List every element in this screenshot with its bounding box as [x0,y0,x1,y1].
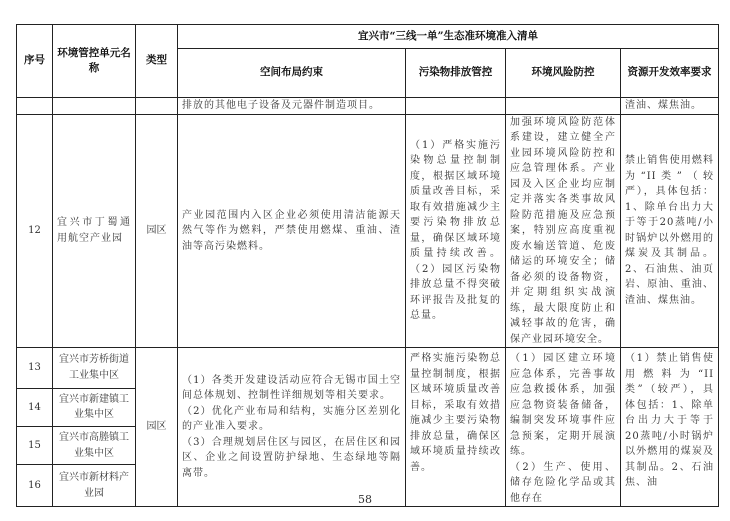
cell-risk [506,348,621,507]
table-row-13 [17,348,719,389]
cell-name: 宜兴市丁蜀通用航空产业园 [53,114,136,348]
cell-spatial: 产业园范围内入区企业必须使用清洁能源天然气等作为燃料，严禁使用燃煤、重油、渣油等高污染燃料。 [178,114,406,348]
cell-resource: 禁止销售使用燃料为“II类”（较严），具体包括：1、除单台出力大于等于20蒸吨/小时锅炉以外燃用的煤炭及其制品。2、石油焦、油页岩、原油、重油、渣油、煤焦油。 [621,114,719,348]
spatial-item-1: （1）各类开发建设活动应符合无锡市国土空间总体规划、控制性详细规划等相关要求。 [182,374,401,402]
cell-no: 13 [17,348,53,389]
continuation-row [17,98,719,115]
super-header: 宜兴市“三线一单”生态准环境准入清单 [178,25,719,49]
header-type: 类型 [136,25,178,98]
cell-no: 16 [17,465,53,507]
header-pollution: 污染物排放管控 [406,49,506,98]
risk-item-1: （1）园区建立环境应急体系，完善事故应急救援体系，加强应急物资装备储备，编制突发环境事件应急预案，定期开展演练。 [510,353,616,457]
cell-spatial [178,348,406,507]
cell-name: 宜兴市芳桥街道工业集中区 [53,348,136,389]
header-no: 序号 [17,25,53,98]
risk-item-2: （2）生产、使用、储存危险化学品或其他存在 [510,461,616,504]
cell-name: 宜兴市高塍镇工业集中区 [53,426,136,464]
cell-no: 15 [17,426,53,464]
cell-risk: 加强环境风险防范体系建设，建立健全产业园环境风险防控和应急管理体系。产业园及入区企业均应制定并落实各类事故风险防范措施及应急预案，特别应高度重视废水输送管道、危废储运的环境安全；储备必须的设备物资，并定期组织实战演练，最大限度防止和减轻事故的危害，确保产业园环境安全。 [506,114,621,348]
cell-no: 14 [17,388,53,426]
cell-spatial: 排放的其他电子设备及元器件制造项目。 [178,98,406,115]
spatial-item-3: （3）合理规划居住区与园区，在居住区和园区、企业之间设置防护绿地、生态绿地等隔离带。 [182,436,401,479]
header-unit-name: 环境管控单元名称 [53,25,136,98]
table-row-12 [17,114,719,348]
cell-type: 园区 [136,114,178,348]
environmental-access-table [16,24,719,507]
cell-pollution: （1）严格实施污染物总量控制制度，根据区域环境质量改善目标，采取有效措施减少主要污染物排放总量，确保区域环境质量持续改善。（2）园区污染物排放总量不得突破环评报告及批复的总量。 [406,114,506,348]
header-resource: 资源开发效率要求 [621,49,719,98]
cell-pollution: 严格实施污染物总量控制制度，根据区域环境质量改善目标，采取有效措施减少主要污染物排放总量，确保区域环境质量持续改善。 [406,348,506,507]
cell-no: 12 [17,114,53,348]
cell-resource: 渣油、煤焦油。 [621,98,719,115]
cell-resource: （1）禁止销售使用燃料为“II类”（较严），具体包括：1、除单台出力大于等于20蒸吨/小时锅炉以外燃用的煤炭及其制品。2、石油焦、油 [621,348,719,507]
cell-type: 园区 [136,348,178,507]
page-number: 58 [358,493,372,506]
header-risk: 环境风险防控 [506,49,621,98]
cell-name: 宜兴市新材料产业园 [53,465,136,507]
cell-name: 宜兴市新建镇工业集中区 [53,388,136,426]
spatial-item-2: （2）优化产业布局和结构，实施分区差别化的产业准入要求。 [182,405,401,433]
header-spatial: 空间布局约束 [178,49,406,98]
